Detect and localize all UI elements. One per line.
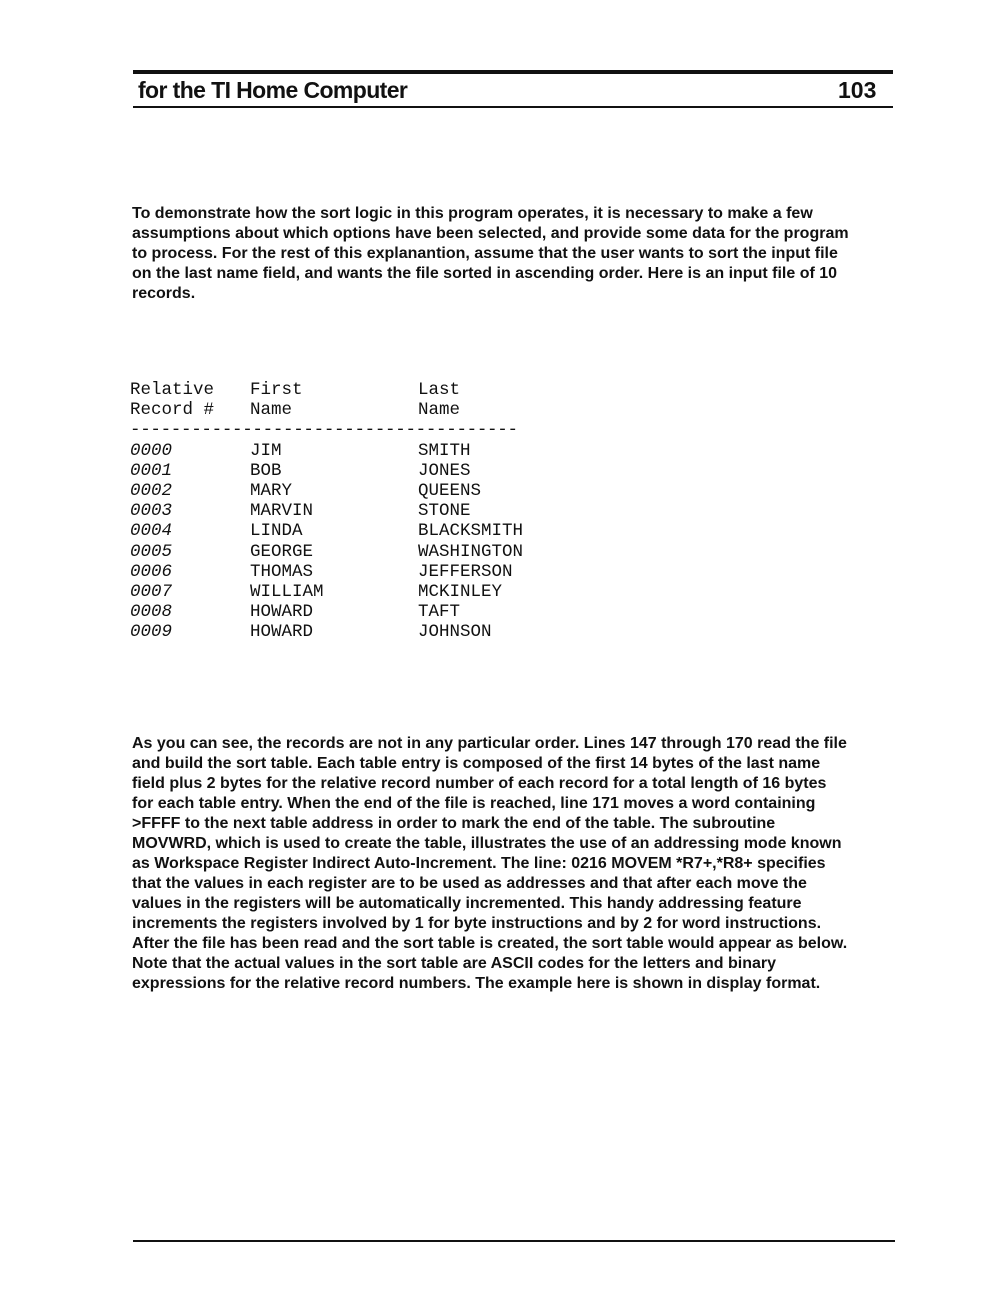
text-line: increments the registers involved by 1 for byte instructions and by 2 for word instructions. — [132, 915, 822, 932]
text-line: that the values in each register are to be used as addresses and that after each move the — [132, 875, 807, 892]
first-name: BOB — [250, 460, 282, 481]
record-number: 0004 — [130, 521, 173, 542]
text-line: MOVWRD, which is used to create the table, illustrates the use of an addressing mode known — [132, 835, 842, 852]
table-header-row — [130, 400, 618, 420]
intro-paragraph — [132, 204, 902, 304]
first-name: HOWARD — [250, 622, 314, 643]
column-header-name: Name — [418, 400, 461, 421]
text-line: Note that the actual values in the sort table are ASCII codes for the letters and binary — [132, 955, 777, 972]
table-row — [130, 501, 618, 521]
text-line: field plus 2 bytes for the relative record number of each record for a total length of 16 bytes — [132, 775, 827, 792]
last-name: QUEENS — [418, 481, 482, 501]
record-number: 0009 — [130, 622, 173, 643]
explanation-paragraph — [132, 734, 902, 994]
last-name: MCKINLEY — [418, 582, 503, 603]
last-name: SMITH — [418, 440, 471, 461]
record-number: 0005 — [130, 541, 173, 562]
table-row — [130, 542, 618, 562]
table-header-row — [130, 380, 618, 400]
text-line: As you can see, the records are not in any particular order. Lines 147 through 170 read the file — [132, 735, 847, 752]
column-header-name: Name — [250, 400, 293, 421]
record-number: 0000 — [130, 440, 173, 461]
first-name: THOMAS — [250, 561, 314, 582]
table-row — [130, 562, 618, 582]
text-line: records. — [132, 285, 196, 302]
first-name: JIM — [250, 440, 282, 461]
first-name: HOWARD — [250, 602, 314, 623]
record-number: 0003 — [130, 501, 173, 522]
page-number: 103 — [838, 77, 877, 103]
first-name: MARVIN — [250, 501, 314, 522]
text-line: on the last name field, and wants the file sorted in ascending order. Here is an input file of 10 — [132, 265, 838, 282]
bottom-rule — [133, 1240, 895, 1242]
column-header-last: Last — [418, 380, 461, 400]
text-line: After the file has been read and the sort table is created, the sort table would appear as below. — [132, 935, 848, 952]
text-line: To demonstrate how the sort logic in this program operates, it is necessary to make a few — [132, 205, 813, 222]
table-row — [130, 461, 618, 481]
column-header-relative: Relative — [130, 380, 215, 400]
last-name: JEFFERSON — [418, 561, 513, 582]
table-row — [130, 602, 618, 622]
last-name: JONES — [418, 460, 471, 481]
last-name: JOHNSON — [418, 622, 492, 643]
header-rule — [133, 106, 893, 108]
record-number: 0008 — [130, 602, 173, 623]
text-line: assumptions about which options have been selected, and provide some data for the program — [132, 225, 849, 242]
first-name: GEORGE — [250, 541, 314, 562]
first-name: MARY — [250, 481, 293, 501]
last-name: TAFT — [418, 602, 461, 623]
text-line: as Workspace Register Indirect Auto-Increment. The line: 0216 MOVEM *R7+,*R8+ specifies — [132, 855, 826, 872]
text-line: >FFFF to the next table address in order to mark the end of the table. The subroutine — [132, 815, 776, 832]
last-name: WASHINGTON — [418, 541, 524, 562]
text-line: to process. For the rest of this explanantion, assume that the user wants to sort the input file — [132, 245, 838, 262]
table-row — [130, 521, 618, 541]
record-number: 0001 — [130, 460, 173, 481]
table-row — [130, 582, 618, 602]
running-head: for the TI Home Computer — [138, 77, 408, 103]
text-line: and build the sort table. Each table entry is composed of the first 14 bytes of the last name — [132, 755, 821, 772]
top-rule — [133, 70, 893, 74]
first-name: LINDA — [250, 521, 303, 542]
table-separator: -------------------------------------- — [130, 420, 518, 441]
text-line: expressions for the relative record numbers. The example here is shown in display format. — [132, 975, 821, 992]
column-header-record-number: Record # — [130, 400, 215, 421]
record-number: 0002 — [130, 481, 173, 501]
records-table — [130, 380, 618, 643]
record-number: 0006 — [130, 561, 173, 582]
text-line: values in the registers will be automatically incremented. This handy addressing feature — [132, 895, 802, 912]
table-row — [130, 441, 618, 461]
column-header-first: First — [250, 380, 303, 400]
record-number: 0007 — [130, 582, 173, 603]
last-name: STONE — [418, 501, 471, 522]
last-name: BLACKSMITH — [418, 521, 524, 542]
table-row — [130, 481, 618, 501]
first-name: WILLIAM — [250, 582, 324, 603]
table-row — [130, 622, 618, 642]
text-line: for each table entry. When the end of the file is reached, line 171 moves a word containing — [132, 795, 816, 812]
